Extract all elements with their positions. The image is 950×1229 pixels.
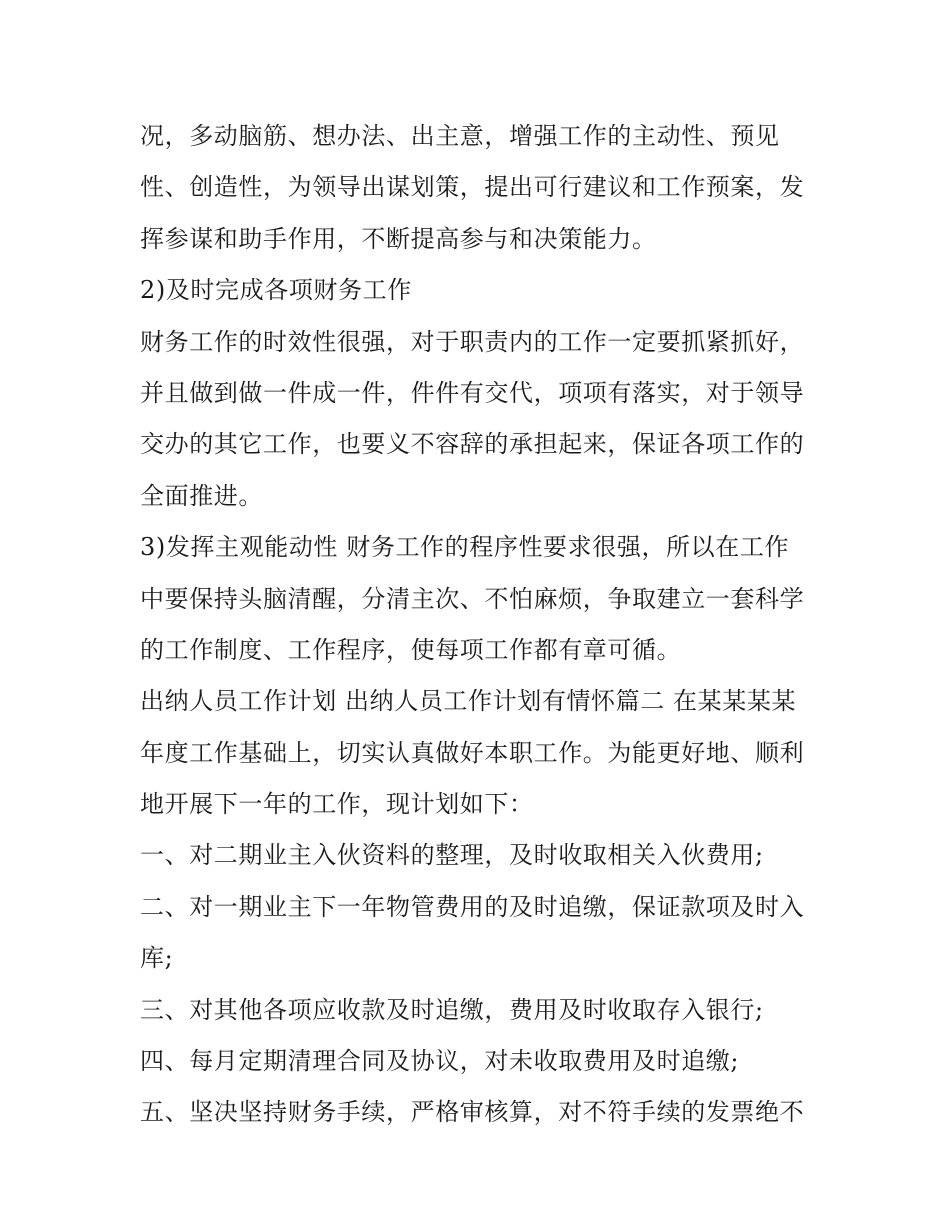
list-item: 三、对其他各项应收款及时追缴，费用及时收取存入银行; [140,995,764,1024]
text-line: 库; [140,944,174,973]
section-heading: 2)及时完成各项财务工作 [140,276,412,305]
list-item: 五、坚决坚持财务手续，严格审核算，对不符手续的发票绝不 [140,1098,805,1127]
text-line: 并且做到做一件成一件，件件有交代，项项有落实，对于领导 [140,378,805,407]
list-item: 二、对一期业主下一年物管费用的及时追缴，保证款项及时入 [140,892,805,921]
section-heading: 3)发挥主观能动性 财务工作的程序性要求很强，所以在工作 [140,533,790,562]
text-line: 况，多动脑筋、想办法、出主意，增强工作的主动性、预见 [140,122,780,150]
text-line: 性、创造性，为领导出谋划策，提出可行建议和工作预案，发 [140,173,805,202]
list-item: 四、每月定期清理合同及协议，对未收取费用及时追缴; [140,1047,740,1076]
text-line: 全面推进。 [140,481,263,510]
text-line: 的工作制度、工作程序，使每项工作都有章可循。 [140,635,682,664]
document-body [140,111,830,1139]
list-item: 一、对二期业主入伙资料的整理，及时收取相关入伙费用; [140,841,764,870]
text-line: 交办的其它工作，也要义不容辞的承担起来，保证各项工作的 [140,430,805,459]
text-line: 地开展下一年的工作，现计划如下： [140,790,534,819]
text-line: 出纳人员工作计划 出纳人员工作计划有情怀篇二 在某某某某 [140,687,797,716]
text-line: 挥参谋和助手作用，不断提高参与和决策能力。 [140,224,657,253]
text-line: 财务工作的时效性很强，对于职责内的工作一定要抓紧抓好， [140,327,805,356]
text-line: 年度工作基础上，切实认真做好本职工作。为能更好地、顺利 [140,738,805,767]
text-line: 中要保持头脑清醒，分清主次、不怕麻烦，争取建立一套科学 [140,584,805,613]
